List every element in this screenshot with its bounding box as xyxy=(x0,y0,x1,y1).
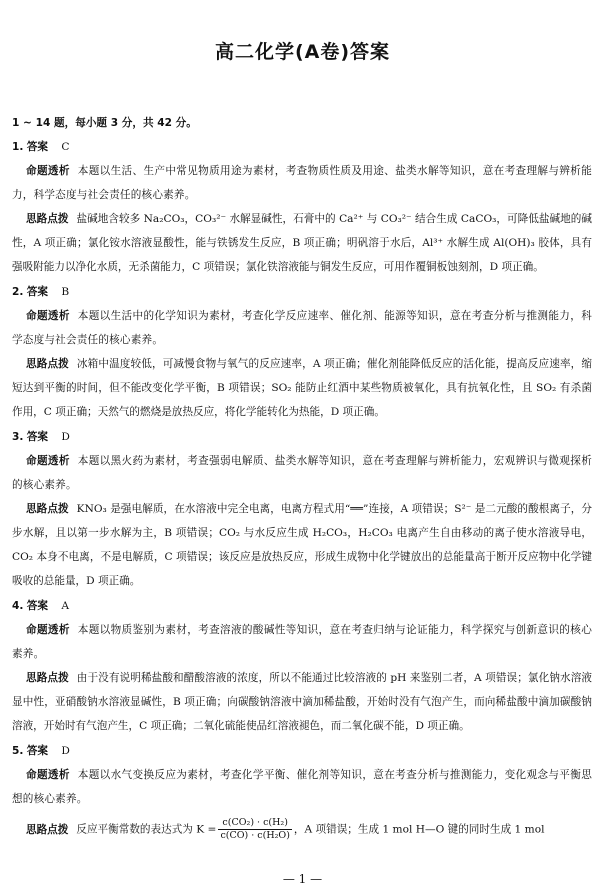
question-number: 2. xyxy=(12,286,24,298)
hint-label: 思路点拨 xyxy=(26,503,69,515)
analysis-text: 本题以生活中的化学知识为素材，考查化学反应速率、催化剂、能源等知识，意在考查分析与推测能力，科学态度与社会责任的核心素养。 xyxy=(12,310,592,346)
hint-label: 思路点拨 xyxy=(26,823,69,836)
equilibrium-constant-fraction xyxy=(218,817,291,842)
question-1-hint xyxy=(12,207,592,279)
hint-label: 思路点拨 xyxy=(26,213,69,225)
question-number: 3. xyxy=(12,431,24,443)
hint-label: 思路点拨 xyxy=(26,672,69,684)
question-number: 4. xyxy=(12,600,24,612)
hint-text: KNO₃ 是强电解质，在水溶液中完全电离，电离方程式用“══”连接，A 项错误；S²⁻ 是二元酸的酸根离子，分步水解，且以第一步水解为主，B 项错误；CO₂ 与水反应生成 H₂CO₃，H₂CO₃ 电离产生自由移动的离子使水溶液导电，CO₂ 本身不电离，不是电解质，C 项错误；该反应是放热反应，形成生成物中化学键放出的总能量高于断开反应物中化学键吸收的总能量，D 项正确。 xyxy=(12,503,592,587)
answer-value: A xyxy=(61,600,69,612)
question-5-hint xyxy=(12,817,592,842)
question-4-answer xyxy=(12,595,592,618)
analysis-text: 本题以黑火药为素材，考查强弱电解质、盐类水解等知识，意在考查理解与辨析能力，宏观辨识与微观探析的核心素养。 xyxy=(12,455,592,491)
hint-text: 盐碱地含较多 Na₂CO₃，CO₃²⁻ 水解显碱性，石膏中的 Ca²⁺ 与 CO₃²⁻ 结合生成 CaCO₃，可降低盐碱地的碱性，A 项正确；氯化铵水溶液显酸性，能与铁锈发生反应，B 项正确；明矾溶于水后，Al³⁺ 水解生成 Al(OH)₃ 胶体，具有强吸附能力以净化水质，无杀菌能力，C 项错误；氯化铁溶液能与铜发生反应，可用作覆铜板蚀刻剂，D 项正确。 xyxy=(12,213,592,273)
hint-label: 思路点拨 xyxy=(26,358,69,370)
analysis-text: 本题以生活、生产中常见物质用途为素材，考查物质性质及用途、盐类水解等知识，意在考查理解与辨析能力，科学态度与社会责任的核心素养。 xyxy=(12,165,592,201)
question-number: 1. xyxy=(12,141,24,153)
answer-content xyxy=(12,112,592,842)
question-3-hint xyxy=(12,497,592,593)
analysis-label: 命题透析 xyxy=(26,310,70,322)
question-4-hint xyxy=(12,666,592,738)
answer-value: C xyxy=(61,141,70,153)
question-1-analysis xyxy=(12,159,592,207)
answer-label: 答案 xyxy=(26,431,48,443)
question-2-answer xyxy=(12,281,592,304)
answer-value: D xyxy=(61,745,70,757)
answer-label: 答案 xyxy=(26,745,48,757)
question-3-analysis xyxy=(12,449,592,497)
analysis-label: 命题透析 xyxy=(26,455,70,467)
fraction-numerator: c(CO₂) · c(H₂) xyxy=(218,817,291,830)
question-2-analysis xyxy=(12,304,592,352)
question-3-answer xyxy=(12,426,592,449)
page-title: 高二化学(A卷)答案 xyxy=(214,41,391,63)
analysis-label: 命题透析 xyxy=(26,165,70,177)
answer-label: 答案 xyxy=(26,286,48,298)
intro-line xyxy=(12,112,592,134)
analysis-text: 本题以物质鉴别为素材，考查溶液的酸碱性等知识，意在考查归纳与论证能力，科学探究与创新意识的核心素养。 xyxy=(12,624,592,660)
question-5-analysis xyxy=(12,763,592,811)
answer-label: 答案 xyxy=(26,600,48,612)
question-4-analysis xyxy=(12,618,592,666)
hint-text: 冰箱中温度较低，可减慢食物与氧气的反应速率，A 项正确；催化剂能降低反应的活化能，提高反应速率，缩短达到平衡的时间，但不能改变化学平衡，B 项错误；SO₂ 能防止红酒中某些物质被氧化，具有抗氧化性，且 SO₂ 有杀菌作用，C 项正确；天然气的燃烧是放热反应，将化学能转化为热能，D 项正确。 xyxy=(12,358,593,418)
hint-text-after: ，A 项错误；生成 1 mol H—O 键的同时生成 1 mol xyxy=(293,823,545,836)
hint-text-before: 反应平衡常数的表达式为 K = xyxy=(76,823,217,836)
answer-value: D xyxy=(61,431,70,443)
question-number: 5. xyxy=(12,745,24,757)
hint-text: 由于没有说明稀盐酸和醋酸溶液的浓度，所以不能通过比较溶液的 pH 来鉴别二者，A 项错误；氯化钠水溶液显中性，亚硝酸钠水溶液显碱性，B 项正确；向碳酸钠溶液中滴加稀盐酸，开始时没有气泡产生，而向稀盐酸中滴加碳酸钠溶液，开始时有气泡产生，C 项正确；二氧化硫能使品红溶液褪色，而二氧化碳不能，D 项正确。 xyxy=(12,672,592,732)
fraction-denominator: c(CO) · c(H₂O) xyxy=(220,830,290,841)
question-1-answer xyxy=(12,136,592,159)
analysis-label: 命题透析 xyxy=(26,769,70,781)
intro-text: 1 ~ 14 题，每小题 3 分，共 42 分。 xyxy=(12,117,197,129)
answer-label: 答案 xyxy=(26,141,48,153)
analysis-label: 命题透析 xyxy=(26,624,70,636)
question-2-hint xyxy=(12,352,592,424)
answer-value: B xyxy=(61,286,70,298)
question-5-answer xyxy=(12,740,592,763)
page-number: — 1 — xyxy=(282,872,323,886)
analysis-text: 本题以水气变换反应为素材，考查化学平衡、催化剂等知识，意在考查分析与推测能力，变化观念与平衡思想的核心素养。 xyxy=(12,769,592,805)
